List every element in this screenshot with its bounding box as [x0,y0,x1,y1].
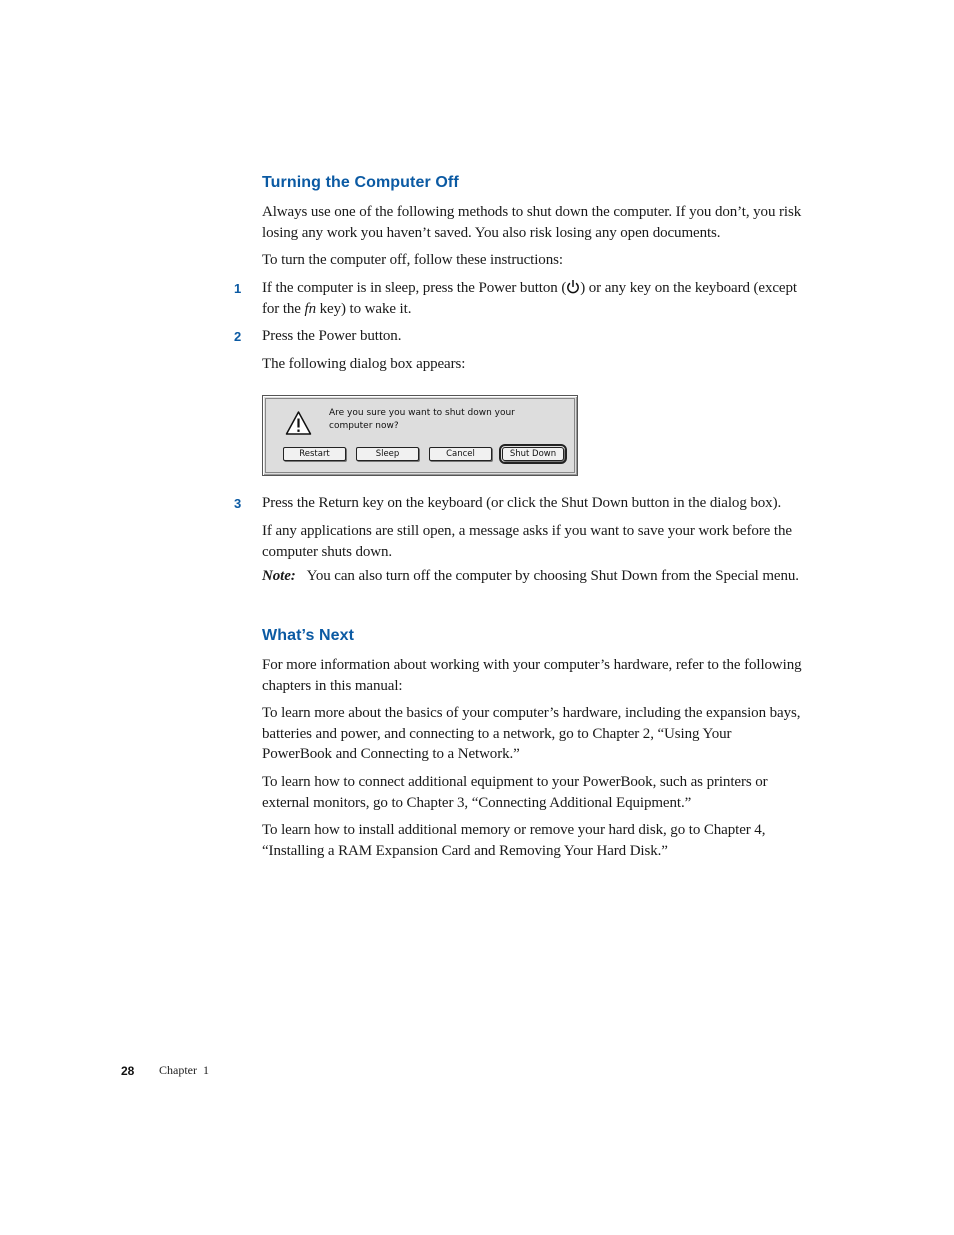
restart-button[interactable]: Restart [283,447,346,461]
shut-down-button[interactable]: Shut Down [502,447,564,461]
step-number-2: 2 [234,329,242,344]
section-heading-whats-next: What’s Next [262,627,355,644]
step-3-text: Press the Return key on the keyboard (or click the Shut Down button in the dialog box). [262,495,782,511]
dialog-message: Are you sure you want to shut down your computer now? [329,408,515,431]
whats-next-paragraph-4: To learn how to install additional memory or remove your hard disk, go to Chapter 4, “Installing a RAM Expansion Card and Removing Your Hard Disk.” [262,822,766,859]
chapter-label: Chapter 1 [159,1063,209,1077]
intro-paragraph: Always use one of the following methods to shut down the computer. If you don’t, you risk losing any work you haven’t saved. You also risk losing any open documents. [262,204,802,241]
instructions-lead: To turn the computer off, follow these instructions: [262,252,563,268]
note-label: Note: [262,568,296,584]
whats-next-paragraph-1: For more information about working with your computer’s hardware, refer to the following chapters in this manual: [262,657,802,694]
section-heading-turning-off: Turning the Computer Off [262,174,459,191]
warning-icon [285,410,312,436]
note-text: You can also turn off the computer by choosing Shut Down from the Special menu. [306,568,799,584]
step-1-text-end: key) to wake it. [315,300,412,317]
power-icon [566,279,580,294]
step-number-1: 1 [234,281,242,296]
whats-next-paragraph-2: To learn more about the basics of your computer’s hardware, including the expansion bays, batteries and power, and connecting to a network, go to Chapter 2, “Using Your PowerBook and Connecting to a Network.” [262,705,801,762]
step-2-text: Press the Power button. [262,328,402,344]
sleep-button[interactable]: Sleep [356,447,419,461]
shutdown-dialog [262,395,578,476]
step-number-3: 3 [234,496,242,511]
page-number: 28 [121,1064,135,1078]
whats-next-paragraph-3: To learn how to connect additional equipment to your PowerBook, such as printers or external monitors, go to Chapter 3, “Connecting Additional Equipment.” [262,774,768,811]
step-1-text-before: If the computer is in sleep, press the Power button ( [262,280,567,296]
cancel-button[interactable]: Cancel [429,447,492,461]
step-1-text [262,278,802,319]
after-step-3-paragraph: If any applications are still open, a message asks if you want to save your work before the computer shuts down. [262,523,792,560]
note-paragraph [262,566,802,587]
dialog-lead: The following dialog box appears: [262,356,466,372]
fn-key: fn [304,300,316,317]
step-1-text-after: ) or any key on the keyboard (except for the [262,280,797,317]
